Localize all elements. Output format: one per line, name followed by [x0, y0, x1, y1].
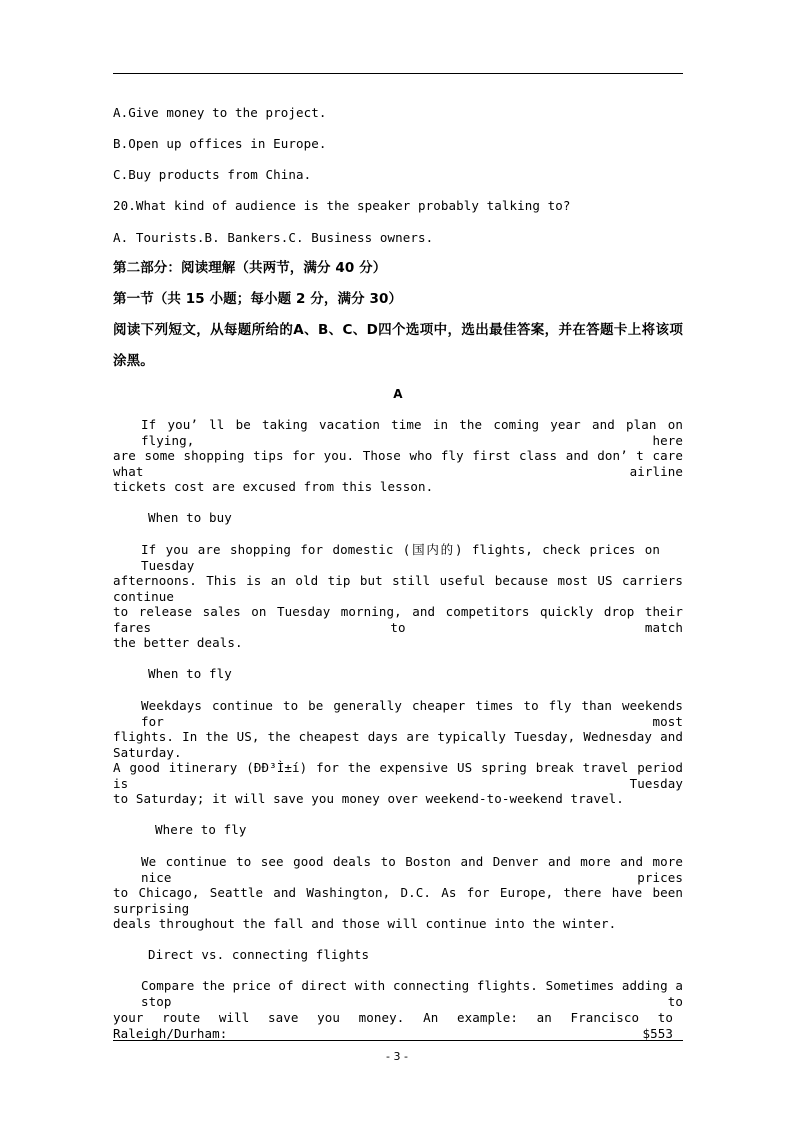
where-to-fly-line-3: deals throughout the fall and those will continue into the winter. — [113, 916, 617, 931]
when-to-fly-line-3: A good itinerary (ÐÐ³Ì±í) for the expensive US spring break travel period is Tuesday — [113, 760, 683, 791]
when-to-fly-line-2: flights. In the US, the cheapest days are typically Tuesday, Wednesday and Saturday. — [113, 729, 683, 760]
instructions-line-1: 阅读下列短文，从每题所给的A、B、C、D四个选项中，选出最佳答案，并在答题卡上将该项 — [113, 322, 683, 338]
where-to-fly-heading: Where to fly — [155, 822, 247, 837]
question-20-options: A. Tourists.B. Bankers.C. Business owners. — [113, 230, 434, 245]
intro-line-2: are some shopping tips for you. Those who fly first class and don’ t care what airline — [113, 448, 683, 479]
intro-line-1: If you’ ll be taking vacation time in the coming year and plan on flying, here — [141, 417, 683, 448]
when-to-fly-heading: When to fly — [148, 666, 232, 681]
where-to-fly-line-2: to Chicago, Seattle and Washington, D.C. As for Europe, there have been surprising — [113, 885, 683, 916]
option-c: C.Buy products from China. — [113, 167, 312, 182]
when-to-buy-line-1: If you are shopping for domestic (国内的) flights, check prices on Tuesday — [141, 542, 660, 573]
header-rule — [113, 73, 683, 74]
question-20: 20.What kind of audience is the speaker probably talking to? — [113, 198, 571, 213]
when-to-buy-line-3: to release sales on Tuesday morning, and competitors quickly drop their fares to match — [113, 604, 683, 635]
page-number: - 3 - — [386, 1050, 408, 1063]
footer-rule — [113, 1040, 683, 1041]
intro-line-3: tickets cost are excused from this lesson. — [113, 479, 434, 494]
part-title: 第二部分：阅读理解（共两节，满分 40 分） — [113, 260, 387, 276]
when-to-fly-line-1: Weekdays continue to be generally cheaper times to fly than weekends for most — [141, 698, 683, 729]
when-to-fly-line-4: to Saturday; it will save you money over weekend-to-weekend travel. — [113, 791, 624, 806]
option-b: B.Open up offices in Europe. — [113, 136, 327, 151]
option-a: A.Give money to the project. — [113, 105, 327, 120]
passage-label: A — [393, 387, 403, 401]
direct-heading: Direct vs. connecting flights — [148, 947, 370, 962]
direct-line-2: your route will save you money. An example: an Francisco to Raleigh/Durham: $553 — [113, 1010, 673, 1041]
section-title: 第一节（共 15 小题；每小题 2 分，满分 30） — [113, 291, 403, 307]
when-to-buy-line-4: the better deals. — [113, 635, 243, 650]
instructions-line-2: 涂黑。 — [113, 353, 154, 369]
direct-line-1: Compare the price of direct with connecting flights. Sometimes adding a stop to — [141, 978, 683, 1009]
where-to-fly-line-1: We continue to see good deals to Boston and Denver and more and more nice prices — [141, 854, 683, 885]
when-to-buy-heading: When to buy — [148, 510, 232, 525]
when-to-buy-line-2: afternoons. This is an old tip but still useful because most US carriers continue — [113, 573, 683, 604]
